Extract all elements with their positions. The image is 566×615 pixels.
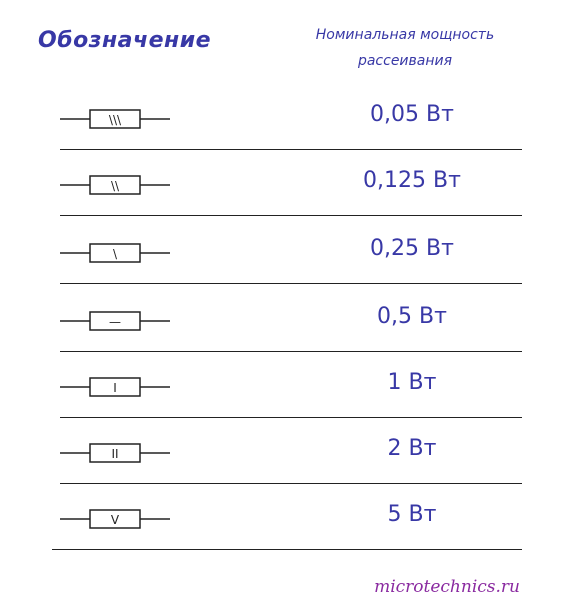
power-value: 5 Вт (387, 502, 437, 527)
table-row (52, 284, 522, 352)
resistor-symbol (60, 438, 180, 468)
resistor-marking: — (109, 315, 121, 329)
resistor-symbol (60, 104, 180, 134)
resistor-marking: II (111, 447, 119, 461)
table-row (52, 148, 522, 216)
resistor-marking: \ (112, 247, 118, 261)
header-power-line1: Номинальная мощность (315, 27, 495, 43)
table-row (52, 482, 522, 550)
power-value: 0,125 Вт (363, 168, 461, 193)
resistor-marking: I (113, 381, 117, 395)
table-row (52, 350, 522, 418)
resistor-symbol (60, 170, 180, 200)
resistor-symbol (60, 504, 180, 534)
power-value: 0,5 Вт (377, 304, 447, 329)
header-power-line2: рассеивания (357, 53, 453, 69)
resistor-symbol (60, 372, 180, 402)
power-value: 0,05 Вт (370, 102, 454, 127)
resistor-symbol (60, 238, 180, 268)
resistor-marking: \\ (110, 179, 120, 193)
header-designation: Обозначение (38, 28, 212, 53)
resistor-symbol (60, 306, 180, 336)
resistor-marking: \\\ (108, 113, 122, 127)
header-power (280, 22, 530, 74)
watermark: microtechnics.ru (374, 577, 520, 597)
power-value: 1 Вт (387, 370, 437, 395)
row-divider (52, 549, 522, 550)
power-value: 2 Вт (387, 436, 437, 461)
table-row (52, 82, 522, 150)
power-value: 0,25 Вт (370, 236, 454, 261)
resistor-marking: V (110, 513, 120, 527)
table-row (52, 216, 522, 284)
table-row (52, 416, 522, 484)
